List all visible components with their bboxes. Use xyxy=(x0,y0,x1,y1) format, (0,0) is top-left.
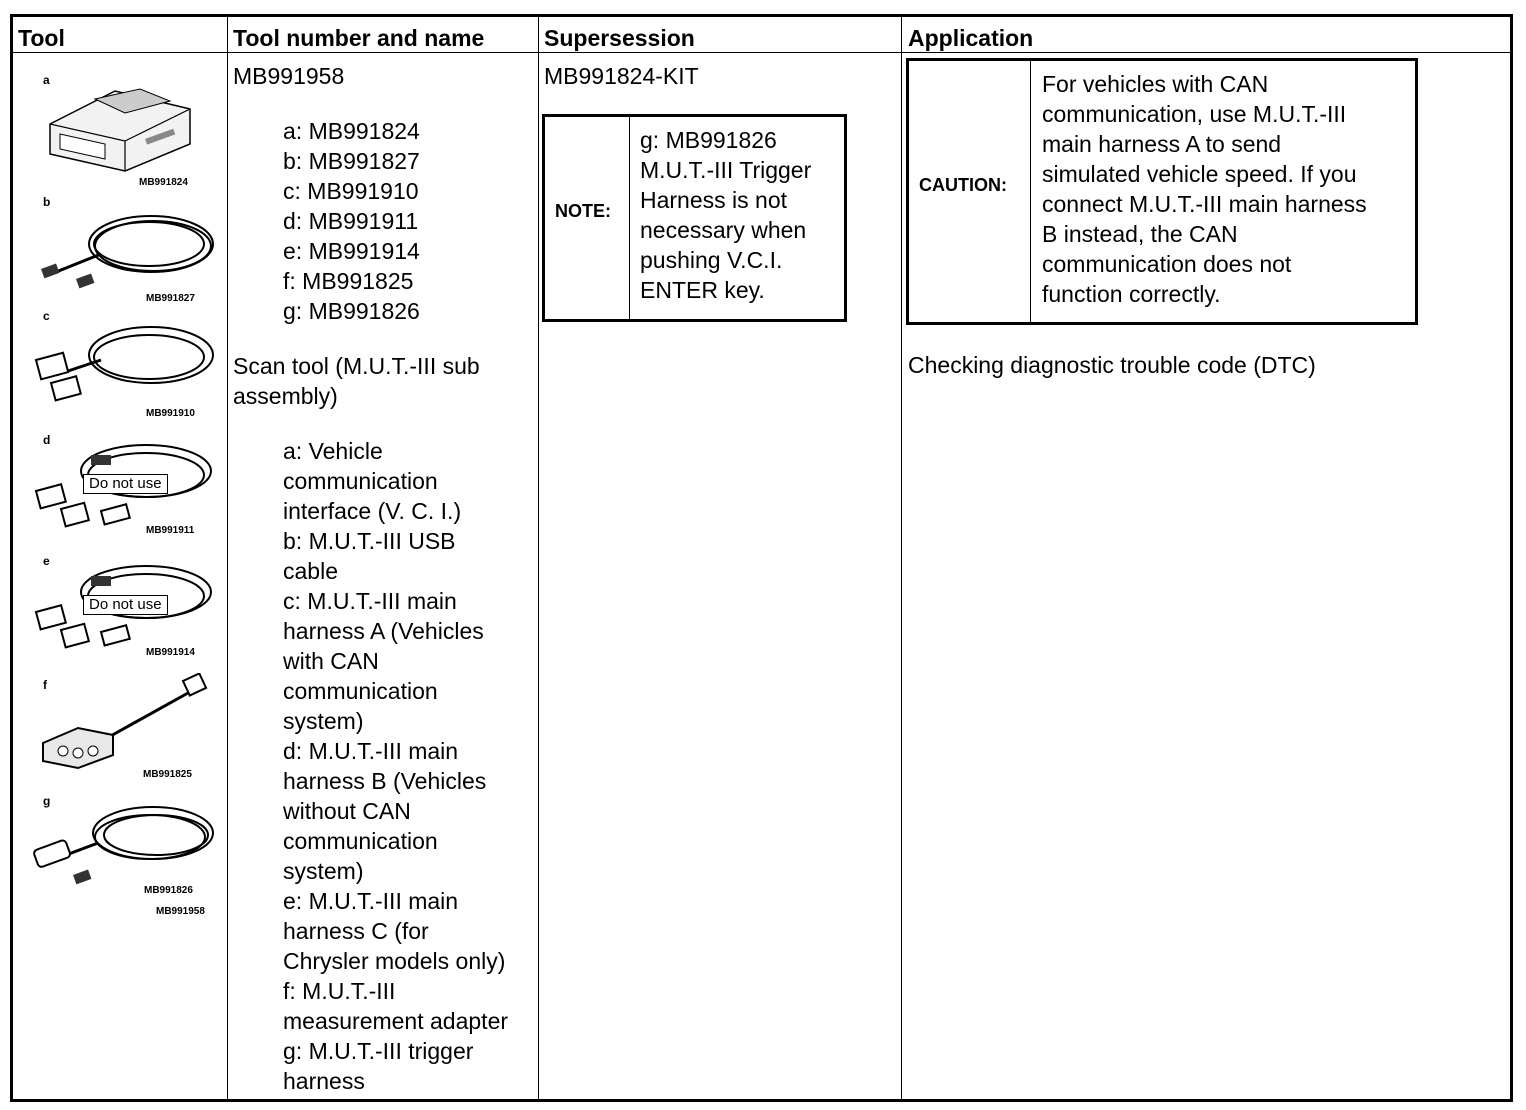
col-divider-3 xyxy=(901,17,902,1099)
tool-table xyxy=(10,14,1513,1102)
tool-letter-a: a xyxy=(43,73,50,87)
tool-part-a: a: MB991824 xyxy=(283,118,420,144)
desc-line: b: M.U.T.-III USB xyxy=(283,528,456,554)
desc-line: harness B (Vehicles xyxy=(283,768,487,794)
tool-part-c: c: MB991910 xyxy=(283,178,419,204)
desc-line: f: M.U.T.-III xyxy=(283,978,396,1004)
desc-line: communication xyxy=(283,468,438,494)
caution-divider xyxy=(1030,61,1031,322)
desc-line: c: M.U.T.-III main xyxy=(283,588,457,614)
tool-name-line-1: Scan tool (M.U.T.-III sub xyxy=(233,353,480,379)
caution-line: connect M.U.T.-III main harness xyxy=(1042,191,1367,217)
caption-a: MB991824 xyxy=(139,177,188,188)
desc-line: harness C (for xyxy=(283,918,429,944)
desc-line: d: M.U.T.-III main xyxy=(283,738,459,764)
caution-label: CAUTION: xyxy=(919,175,1007,195)
do-not-use-label-e: Do not use xyxy=(83,595,168,615)
desc-line: e: M.U.T.-III main xyxy=(283,888,459,914)
note-line: ENTER key. xyxy=(640,277,765,303)
col-divider-2 xyxy=(538,17,539,1099)
note-line: Harness is not xyxy=(640,187,788,213)
trigger-harness-illustration xyxy=(28,793,218,888)
col-divider-1 xyxy=(227,17,228,1099)
harness-a-illustration xyxy=(31,315,216,410)
caution-line: main harness A to send xyxy=(1042,131,1282,157)
note-line: g: MB991826 xyxy=(640,127,777,153)
tool-name-line-2: assembly) xyxy=(233,383,338,409)
header-divider xyxy=(13,52,1510,53)
tool-letter-d: d xyxy=(43,433,51,447)
tool-letter-e: e xyxy=(43,554,50,568)
caution-line: function correctly. xyxy=(1042,281,1221,307)
vci-device-illustration xyxy=(45,79,195,174)
desc-line: communication xyxy=(283,678,438,704)
usb-cable-illustration xyxy=(31,199,216,294)
caution-body xyxy=(1042,69,1367,309)
desc-line: a: Vehicle xyxy=(283,438,383,464)
caution-line: communication, use M.U.T.-III xyxy=(1042,101,1347,127)
tool-letter-f: f xyxy=(43,678,47,692)
do-not-use-label-d: Do not use xyxy=(83,474,168,494)
tool-part-f: f: MB991825 xyxy=(283,268,414,294)
application-text: Checking diagnostic trouble code (DTC) xyxy=(908,352,1316,378)
desc-line: cable xyxy=(283,558,338,584)
supersession-value: MB991824-KIT xyxy=(544,63,699,89)
tool-letter-c: c xyxy=(43,309,50,323)
tool-part-b: b: MB991827 xyxy=(283,148,420,174)
tool-description xyxy=(283,436,508,1096)
desc-line: Chrysler models only) xyxy=(283,948,506,974)
desc-line: harness A (Vehicles xyxy=(283,618,484,644)
desc-line: system) xyxy=(283,708,364,734)
caution-box xyxy=(906,58,1418,325)
desc-line: system) xyxy=(283,858,364,884)
tool-letter-b: b xyxy=(43,195,51,209)
measurement-adapter-illustration xyxy=(38,673,208,773)
caution-line: For vehicles with CAN xyxy=(1042,71,1269,97)
note-box xyxy=(542,114,847,322)
caption-g: MB991826 xyxy=(144,885,193,896)
caption-kit: MB991958 xyxy=(156,906,205,917)
header-tool: Tool xyxy=(18,25,65,51)
tool-letter-g: g xyxy=(43,794,51,808)
caption-b: MB991827 xyxy=(146,293,195,304)
note-divider xyxy=(629,117,630,319)
desc-line: harness xyxy=(283,1068,365,1094)
caution-line: B instead, the CAN xyxy=(1042,221,1238,247)
caption-e: MB991914 xyxy=(146,647,195,658)
caution-line: simulated vehicle speed. If you xyxy=(1042,161,1357,187)
desc-line: communication xyxy=(283,828,438,854)
note-body xyxy=(640,125,811,305)
header-supersession: Supersession xyxy=(544,25,695,51)
desc-line: g: M.U.T.-III trigger xyxy=(283,1038,474,1064)
header-application: Application xyxy=(908,25,1034,51)
header-tool-number: Tool number and name xyxy=(233,25,485,51)
caption-c: MB991910 xyxy=(146,408,195,419)
caution-line: communication does not xyxy=(1042,251,1292,277)
tool-part-d: d: MB991911 xyxy=(283,208,419,234)
caption-f: MB991825 xyxy=(143,769,192,780)
desc-line: without CAN xyxy=(283,798,411,824)
desc-line: with CAN xyxy=(283,648,379,674)
note-line: M.U.T.-III Trigger xyxy=(640,157,812,183)
tool-part-g: g: MB991826 xyxy=(283,298,420,324)
note-label: NOTE: xyxy=(555,201,611,221)
tool-main-number: MB991958 xyxy=(233,63,345,89)
desc-line: measurement adapter xyxy=(283,1008,509,1034)
tool-part-e: e: MB991914 xyxy=(283,238,420,264)
note-line: necessary when xyxy=(640,217,807,243)
note-line: pushing V.C.I. xyxy=(640,247,783,273)
desc-line: interface (V. C. I.) xyxy=(283,498,462,524)
caption-d: MB991911 xyxy=(146,525,195,536)
